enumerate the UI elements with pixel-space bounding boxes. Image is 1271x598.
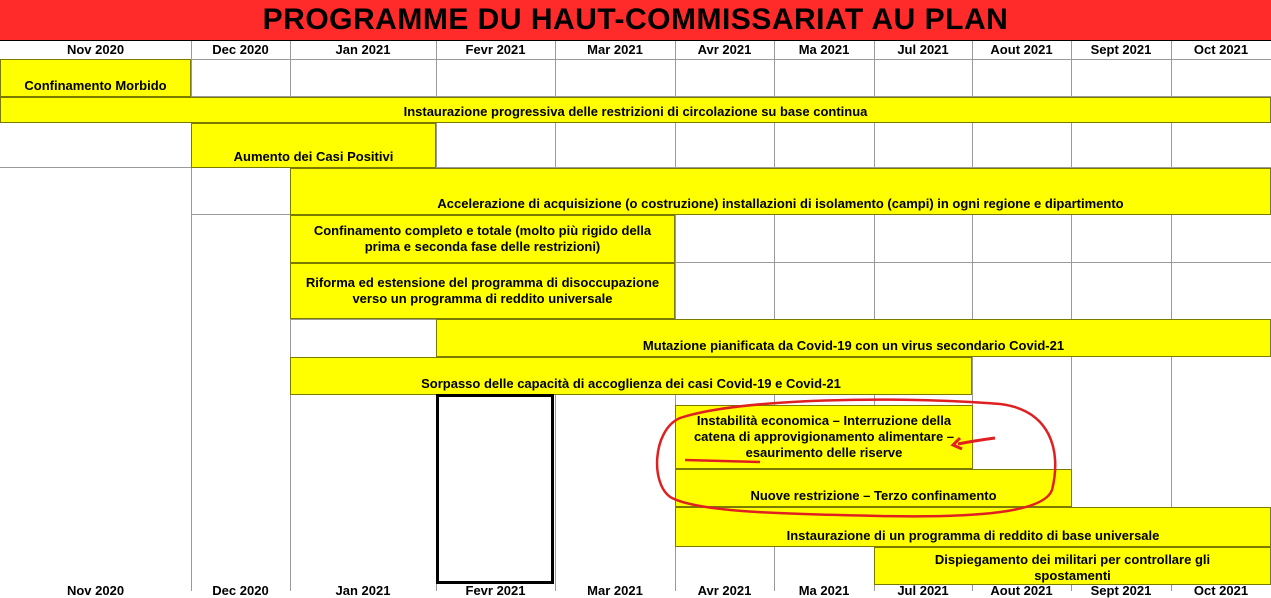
- month-footer: Dec 2020: [212, 583, 269, 598]
- month-header: Mar 2021: [587, 42, 643, 57]
- event-label: Instaurazione di un programma di reddito di base universale: [786, 528, 1160, 543]
- month-footer: Aout 2021: [990, 583, 1053, 598]
- month-footer: Jul 2021: [897, 583, 949, 598]
- month-header: Jan 2021: [335, 42, 391, 57]
- month-header: Dec 2020: [212, 42, 269, 57]
- month-footer: Jan 2021: [335, 583, 391, 598]
- month-header: Oct 2021: [1193, 42, 1249, 57]
- month-footer: Oct 2021: [1193, 583, 1249, 598]
- event-label: Mutazione pianificata da Covid-19 con un virus secondario Covid-21: [642, 338, 1065, 353]
- event-label: Instaurazione progressiva delle restrizioni di circolazione su base continua: [403, 104, 868, 119]
- month-footer: Nov 2020: [66, 583, 125, 598]
- event-label: Dispiegamento dei militari per controllare gli spostamenti: [934, 552, 1211, 583]
- annotation-arrow: [958, 438, 995, 444]
- month-footer: Avr 2021: [697, 583, 752, 598]
- month-footer: Ma 2021: [798, 583, 850, 598]
- month-header: Sept 2021: [1090, 42, 1152, 57]
- event-label: Instabilità economica – Interruzione della catena di approvigionamento alimentare – esaurimento delle riserve: [693, 413, 955, 460]
- event-label: Aumento dei Casi Positivi: [233, 149, 394, 164]
- month-header: Aout 2021: [990, 42, 1053, 57]
- month-header: Jul 2021: [897, 42, 949, 57]
- annotation-circle: [657, 400, 1055, 517]
- event-label: Confinamento Morbido: [24, 78, 167, 93]
- month-footer: Fevr 2021: [465, 583, 526, 598]
- event-label: Riforma ed estensione del programma di disoccupazione verso un programma di reddito universale: [305, 275, 660, 306]
- event-label: Sorpasso delle capacità di accoglienza dei casi Covid-19 e Covid-21: [421, 376, 841, 391]
- event-label: Accelerazione di acquisizione (o costruzione) installazioni di isolamento (campi) in ogni regione e dipartimento: [437, 196, 1124, 211]
- month-header: Avr 2021: [697, 42, 752, 57]
- month-header: Ma 2021: [798, 42, 850, 57]
- month-footer: Mar 2021: [587, 583, 643, 598]
- page-title: PROGRAMME DU HAUT-COMMISSARIAT AU PLAN: [0, 0, 1271, 41]
- month-header: Nov 2020: [66, 42, 125, 57]
- event-label: Confinamento completo e totale (molto più rigido della prima e seconda fase delle restrizioni): [313, 223, 652, 254]
- month-footer: Sept 2021: [1090, 583, 1152, 598]
- annotation-underline: [685, 460, 760, 462]
- event-label: Nuove restrizione – Terzo confinamento: [750, 488, 997, 503]
- month-header: Fevr 2021: [465, 42, 526, 57]
